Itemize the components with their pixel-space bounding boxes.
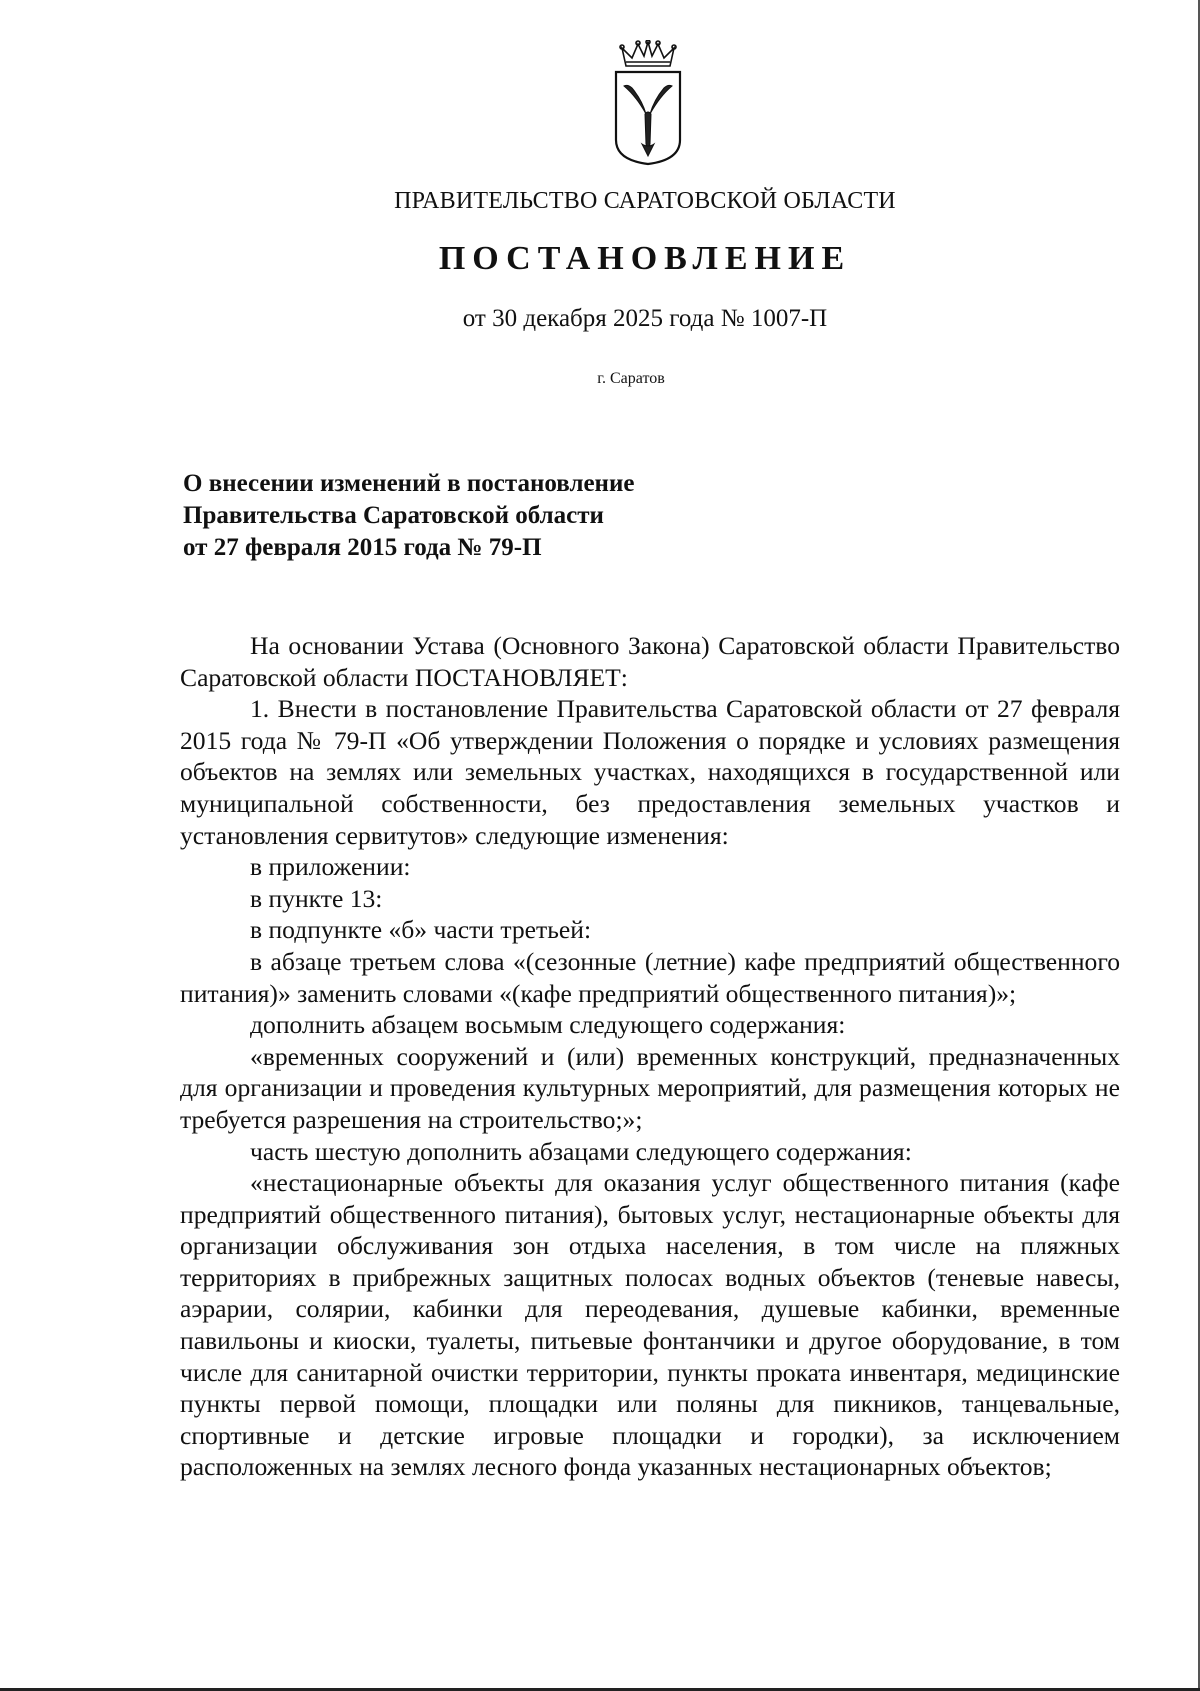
paragraph-in-clause-13: в пункте 13: bbox=[250, 883, 383, 913]
paragraph-replace-words: в абзаце третьем слова «(сезонные (летние) кафе предприятий общественного питания)» заменить словами «(кафе предприятий общественного питания)»; bbox=[180, 946, 1120, 1008]
subject-line-1: О внесении изменений в постановление bbox=[183, 470, 635, 497]
document-type-title: ПОСТАНОВЛЕНИЕ bbox=[438, 240, 852, 277]
document-date-number: от 30 декабря 2025 года № 1007-П bbox=[462, 305, 828, 332]
saratov-coat-of-arms-icon bbox=[612, 40, 684, 166]
paragraph-part-six: часть шестую дополнить абзацами следующего содержания: bbox=[250, 1136, 912, 1166]
subject-line-2: Правительства Саратовской области bbox=[183, 502, 604, 529]
subject-line-3: от 27 февраля 2015 года № 79-П bbox=[183, 534, 542, 561]
document-body bbox=[180, 630, 1120, 1483]
paragraph-item-1: 1. Внести в постановление Правительства Саратовской области от 27 февраля 2015 года № 79-П «Об утверждении Положения о порядке и условиях размещения объектов на землях или земельных участках, находящихся в государственной или муниципальной собственности, без предоставления земельных участков и установления сервитутов» следующие изменения: bbox=[180, 694, 1120, 850]
government-name: ПРАВИТЕЛЬСТВО САРАТОВСКОЙ ОБЛАСТИ bbox=[394, 188, 896, 214]
document-subject bbox=[183, 468, 634, 564]
paragraph-subclause-b: в подпункте «б» части третьей: bbox=[250, 915, 592, 945]
paragraph-add-eighth: дополнить абзацем восьмым следующего содержания: bbox=[250, 1010, 846, 1040]
paragraph-in-appendix: в приложении: bbox=[250, 852, 411, 882]
document-city: г. Саратов bbox=[597, 370, 665, 387]
paragraph-temporary-structures: «временных сооружений и (или) временных конструкций, предназначенных для организации и проведения культурных мероприятий, для размещения которых не требуется разрешения на строительство;»; bbox=[180, 1041, 1120, 1134]
paragraph-nonstationary-objects: «нестационарные объекты для оказания услуг общественного питания (кафе предприятий общественного питания), бытовых услуг, нестационарные объекты для организации обслуживания зон отдыха населения, в том числе на пляжных территориях в прибрежных защитных полосах водных объектов (теневые навесы, аэрарии, солярии, кабинки для переодевания, душевые кабинки, временные павильоны и киоски, туалеты, питьевые фонтанчики и другое оборудование, в том числе для санитарной очистки территории, пункты проката инвентаря, медицинские пункты первой помощи, площадки или поляны для пикников, танцевальные, спортивные и детские игровые площадки и городки), за исключением расположенных на землях лесного фонда указанных нестационарных объектов; bbox=[180, 1168, 1120, 1482]
paragraph-basis: На основании Устава (Основного Закона) Саратовской области Правительство Саратовской области ПОСТАНОВЛЯЕТ: bbox=[180, 631, 1120, 692]
